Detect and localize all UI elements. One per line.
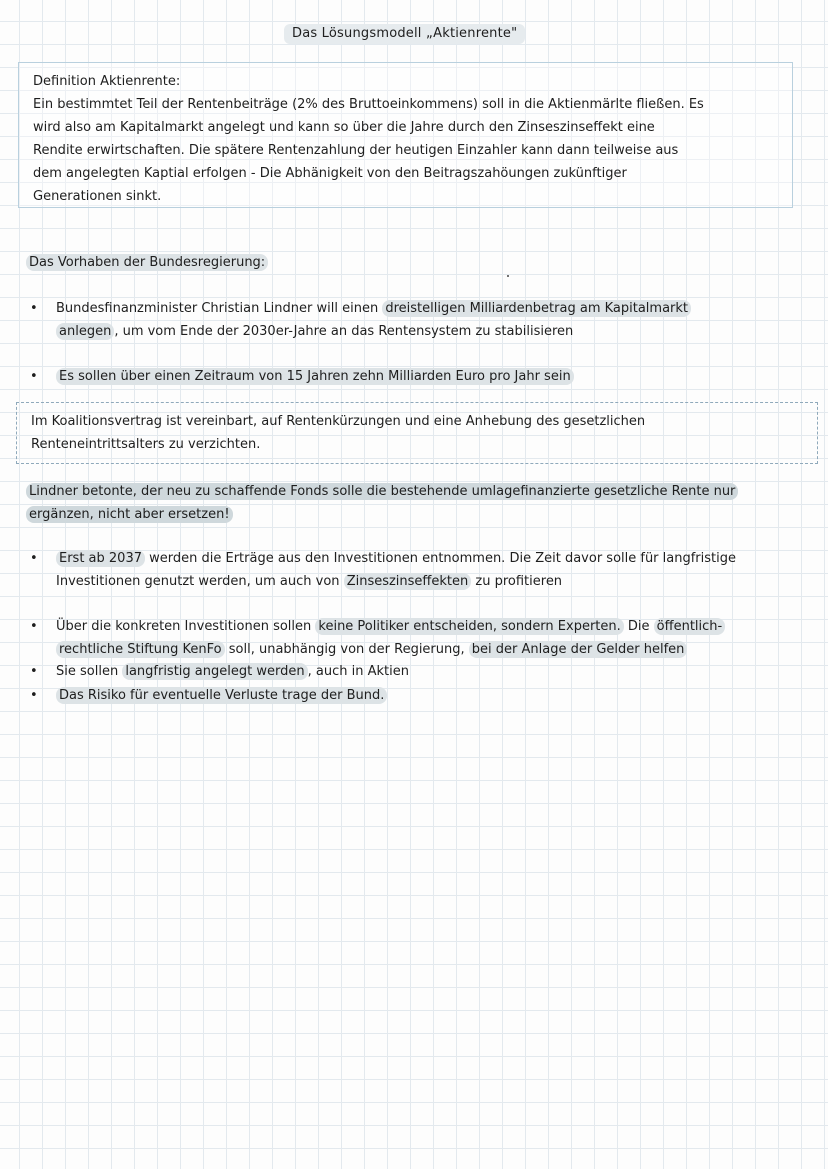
bullet-text: werden die Erträge aus den Investitionen entnommen. Die Zeit davor solle für langfristige — [145, 551, 736, 566]
vorhaben-bullet-2 — [28, 365, 808, 388]
stray-mark — [507, 275, 509, 277]
bullet-icon: • — [30, 369, 38, 384]
definition-line: Ein bestimmtet Teil der Rentenbeiträge (2% des Bruttoeinkommens) soll in die Aktienmärlte fließen. Es — [33, 97, 704, 112]
detail-bullet-2 — [28, 615, 808, 661]
definition-line: wird also am Kapitalmarkt angelegt und kann so über die Jahre durch den Zinseszinseffekt eine — [33, 120, 655, 135]
bullet-icon: • — [30, 551, 38, 566]
bullet-icon: • — [30, 664, 38, 679]
detail-bullet-3 — [28, 660, 808, 683]
detail-bullet-1 — [28, 547, 808, 593]
highlight: Das Risiko für eventuelle Verluste trage der Bund. — [56, 687, 387, 704]
bullet-text: Die — [623, 619, 654, 634]
bullet-text: Über die konkreten Investitionen sollen — [56, 619, 316, 634]
highlight: Erst ab 2037 — [56, 550, 145, 567]
highlight: öffentlich- — [654, 618, 726, 635]
bullet-text: Sie sollen — [56, 664, 123, 679]
definition-line: Rendite erwirtschaften. Die spätere Rentenzahlung der heutigen Einzahler kann dann teilweise aus — [33, 143, 679, 158]
highlight: Es sollen über einen Zeitraum von 15 Jahren zehn Milliarden Euro pro Jahr sein — [56, 368, 574, 385]
koalition-box — [16, 402, 818, 464]
highlight: keine Politiker entscheiden, sondern Experten. — [315, 618, 623, 635]
bullet-icon: • — [30, 619, 38, 634]
detail-bullet-4 — [28, 684, 808, 707]
bullet-text: Bundesfinanzminister Christian Lindner will einen — [56, 301, 383, 316]
definition-box — [18, 62, 793, 208]
definition-heading: Definition Aktienrente: — [33, 74, 181, 89]
bullet-text: soll, unabhängig von der Regierung, — [224, 642, 469, 657]
vorhaben-heading-text: Das Vorhaben der Bundesregierung: — [26, 254, 268, 271]
bullet-text: Investitionen genutzt werden, um auch von — [56, 574, 344, 589]
koalition-line: Renteneintrittsalters zu verzichten. — [31, 437, 261, 452]
highlight: Lindner betonte, der neu zu schaffende Fonds solle die bestehende umlagefinanzierte gesetzliche Rente nur — [26, 483, 738, 500]
highlight: langfristig angelegt werden — [122, 663, 307, 680]
koalition-line: Im Koalitionsvertrag ist vereinbart, auf Rentenkürzungen und eine Anhebung des gesetzlichen — [31, 414, 646, 429]
bullet-icon: • — [30, 688, 38, 703]
bullet-text: , um vom Ende der 2030er-Jahre an das Rentensystem zu stabilisieren — [114, 324, 574, 339]
vorhaben-bullet-1 — [28, 297, 808, 343]
definition-line: dem angelegten Kaptial erfolgen - Die Abhänigkeit von den Beitragszahöungen zukünftiger — [33, 166, 627, 181]
highlight: bei der Anlage der Gelder helfen — [469, 641, 688, 658]
vorhaben-heading — [26, 252, 268, 274]
highlight: Zinseszinseffekten — [344, 573, 472, 590]
bullet-text: zu profitieren — [471, 574, 563, 589]
page-title: Das Lösungsmodell „Aktienrente" — [284, 24, 525, 44]
bullet-icon: • — [30, 301, 38, 316]
bullet-text: , auch in Aktien — [307, 664, 409, 679]
highlight: anlegen — [56, 323, 114, 340]
highlight: ergänzen, nicht aber ersetzen! — [26, 506, 233, 523]
lindner-statement — [26, 480, 816, 526]
highlight: rechtliche Stiftung KenFo — [56, 641, 225, 658]
highlight: dreistelligen Milliardenbetrag am Kapitalmarkt — [382, 300, 691, 317]
definition-line: Generationen sinkt. — [33, 189, 162, 204]
